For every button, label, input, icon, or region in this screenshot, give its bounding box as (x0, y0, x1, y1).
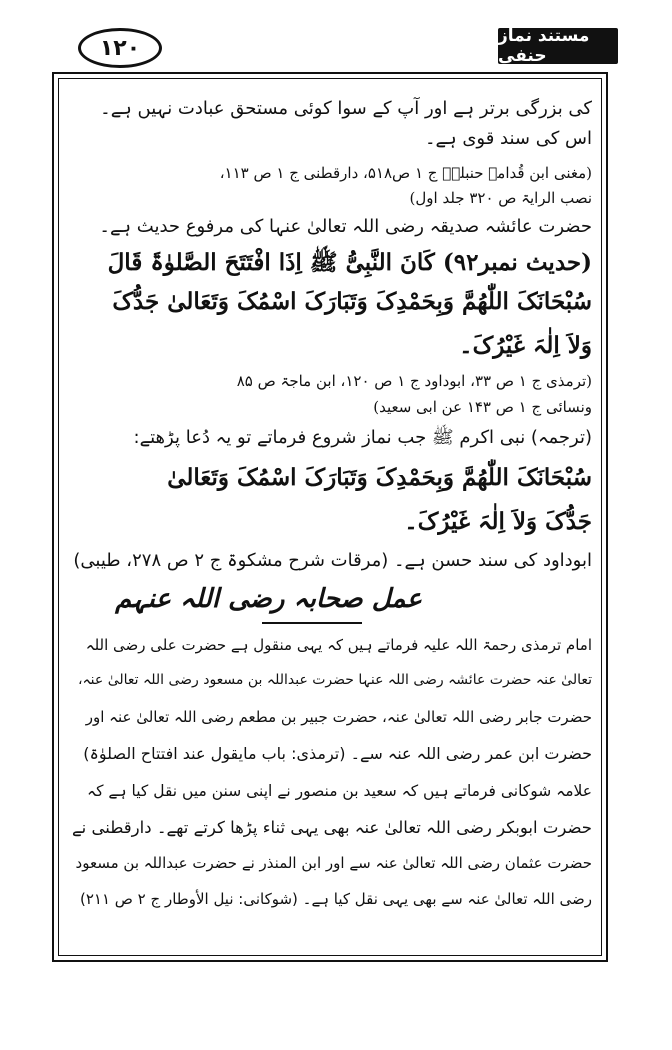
page-number: ۱۲۰ (78, 28, 162, 68)
text-line: تعالیٰ عنہ حضرت عائشہ رضی اللہ عنہا حضرت عبداللہ بن مسعود رضی اللہ تعالیٰ عنہ، (77, 672, 592, 688)
text-line: حضرت ابوبکر رضی اللہ تعالیٰ عنہ بھی یہی ثناء پڑھا کرتے تھے۔ دارقطنی نے (72, 818, 592, 837)
heading-underline (262, 622, 362, 624)
arabic-line: سُبْحَانَکَ اللّٰھُمَّ وَبِحَمْدِکَ وَتَبَارَکَ اسْمُکَ وَتَعَالیٰ (167, 464, 592, 491)
text-line: علامہ شوکانی فرماتے ہیں کہ سعید بن منصور نے اپنی سنن میں نقل کیا ہے کہ (87, 782, 592, 800)
text-line: اس کی سند قوی ہے۔ (424, 128, 592, 149)
text-line: امام ترمذی رحمۃ اللہ علیہ فرماتے ہیں کہ یہی منقول ہے حضرت علی رضی اللہ (85, 636, 592, 654)
reference-line: (ترمذی ج ۱ ص ۳۳، ابوداود ج ۱ ص ۱۲۰، ابن ماجۃ ص ۸۵ (236, 372, 592, 390)
text-line: حضرت عثمان رضی اللہ تعالیٰ عنہ سے اور ابن المنذر نے حضرت عبداللہ بن مسعود (75, 854, 592, 872)
section-heading: عمل صحابہ رضی اللہ عنہم (115, 584, 422, 614)
book-title: مستند نماز حنفی (498, 28, 618, 64)
text-line: حضرت ابن عمر رضی اللہ عنہ سے۔ (ترمذی: باب مایقول عند افتتاح الصلوٰۃ) (83, 744, 592, 763)
text-line: ابوداود کی سند حسن ہے۔ (مرقات شرح مشکوۃ ج ۲ ص ۲۷۸، طیبی) (73, 550, 592, 571)
text-line: حضرت عائشہ صدیقہ رضی اللہ تعالیٰ عنہا کی مرفوع حدیث ہے۔ (99, 216, 592, 237)
reference-line: (مغنی ابن قُدامۃ حنبلیؒ ج ۱ ص۵۱۸، دارقطنی ج ۱ ص ۱۱۳، (219, 164, 592, 182)
arabic-line: جَدُّکَ وَلاَ اِلٰہَ غَیْرُکَ۔ (404, 508, 592, 535)
text-line: رضی اللہ تعالیٰ عنہ سے بھی یہی نقل کیا ہے۔ (شوکانی: نیل الأوطار ج ۲ ص ۲۱۱) (79, 890, 592, 908)
reference-line: نصب الرایۃ ص ۳۲۰ جلد اول) (409, 189, 592, 207)
arabic-line: سُبْحَانَکَ اللّٰھُمَّ وَبِحَمْدِکَ وَتَبَارَکَ اسْمُکَ وَتَعَالیٰ جَدُّکَ (112, 288, 592, 315)
arabic-line: وَلاَ اِلٰہَ غَیْرُکَ۔ (459, 332, 592, 359)
reference-line: ونسائی ج ۱ ص ۱۴۳ عن ابی سعید) (373, 398, 592, 416)
hadith-line: (حدیث نمبر۹۲) کَانَ النَّبِیُّ ﷺ اِذَا افْتَتَحَ الصَّلوٰۃَ قَالَ (107, 249, 592, 276)
translation-line: (ترجمہ) نبی اکرم ﷺ جب نماز شروع فرماتے تو یہ دُعا پڑھتے: (133, 427, 592, 448)
text-line: کی بزرگی برتر ہے اور آپ کے سوا کوئی مستحق عبادت نہیں ہے۔ (100, 98, 592, 119)
text-line: حضرت جابر رضی اللہ تعالیٰ عنہ، حضرت جبیر بن مطعم رضی اللہ تعالیٰ عنہ اور (85, 708, 592, 726)
